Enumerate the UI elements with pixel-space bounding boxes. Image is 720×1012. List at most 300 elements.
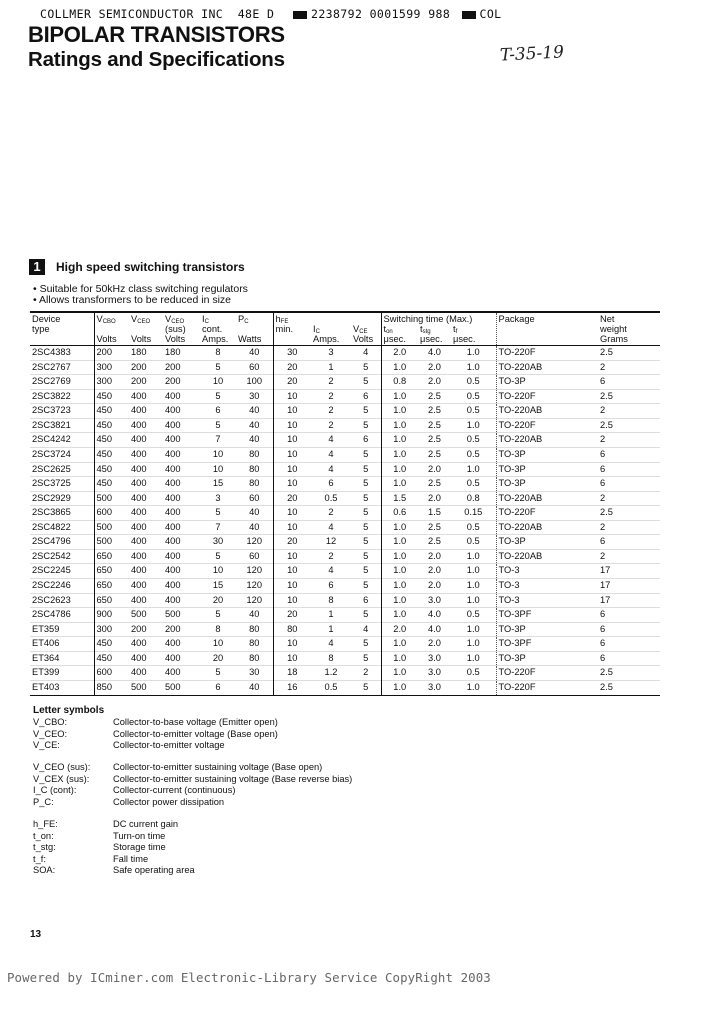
- cell-net-weight: 6: [600, 376, 606, 387]
- cell-hfe-min: 10: [287, 521, 298, 532]
- header-line: [238, 324, 271, 334]
- cell-pc: 30: [236, 666, 273, 681]
- cell-hfe-min: 10: [287, 565, 298, 576]
- letter-symbol-item: [33, 854, 148, 865]
- header-text: V: [353, 324, 360, 334]
- cell-net-weight: 2: [600, 550, 606, 561]
- header-unit: Volts: [96, 334, 117, 344]
- cell-tf: 0.5: [451, 375, 496, 390]
- cell-tstg: 2.5: [428, 521, 441, 532]
- cell-vcbo: 450: [96, 405, 113, 416]
- cell-hfe-min: 20: [287, 609, 298, 620]
- cell-vce: 5: [351, 608, 381, 623]
- cell-vceo-sus: 200: [165, 623, 181, 634]
- cell-tf: 0.5: [451, 433, 496, 448]
- header-text: Package: [498, 314, 535, 324]
- cell-ic-cont: 10: [212, 638, 224, 649]
- cell-vcbo: 200: [96, 347, 113, 357]
- cell-pc: 120: [236, 579, 273, 594]
- cell-ic: 1: [328, 623, 334, 634]
- cell-vceo-sus: 400: [165, 652, 181, 663]
- table-row: [30, 520, 660, 535]
- cell-net-weight: 6: [600, 448, 606, 459]
- cell-ic-cont: 10: [212, 376, 224, 387]
- cell-ton: 1.0: [393, 478, 407, 489]
- cell-tstg: 4.0: [428, 347, 441, 357]
- cell-vcbo: 600: [96, 507, 113, 518]
- cell-device-type: 2SC2769: [30, 375, 94, 390]
- cell-tf: 1.0: [451, 680, 496, 695]
- cell-ic: 4: [328, 638, 334, 649]
- cell-device-type: 2SC4242: [30, 433, 94, 448]
- cell-ic: 2: [328, 376, 334, 387]
- cell-net-weight: 17: [600, 594, 611, 605]
- cell-hfe-min: 20: [287, 492, 298, 503]
- cell-net-weight: 2: [600, 492, 606, 503]
- cell-ic: 0.5: [324, 492, 338, 503]
- cell-device-type: 2SC2767: [30, 360, 94, 375]
- cell-tf: 1.0: [451, 346, 496, 361]
- cell-package: TO-3P: [498, 652, 526, 663]
- cell-tstg: 2.0: [428, 376, 441, 387]
- cell-hfe-min: 16: [287, 681, 298, 692]
- cell-vce: 5: [351, 418, 381, 433]
- cell-ton: 1.0: [393, 361, 407, 372]
- symbol-description: Collector-to-emitter voltage: [113, 740, 225, 750]
- cell-vceo-sus: 400: [165, 667, 181, 678]
- cell-vceo-sus: 200: [165, 361, 181, 372]
- cell-hfe-min: 10: [287, 419, 298, 430]
- cell-vceo: 400: [131, 448, 147, 459]
- header-text: Switching time (Max.): [383, 314, 473, 324]
- cell-vcbo: 300: [96, 623, 113, 634]
- cell-hfe-min: 10: [287, 507, 298, 518]
- cell-tstg: 2.0: [428, 550, 441, 561]
- cell-pc: 120: [236, 564, 273, 579]
- cell-tstg: 2.5: [428, 536, 441, 547]
- header-unit: [32, 334, 92, 344]
- cell-vceo-sus: 400: [165, 521, 181, 532]
- cell-package: TO-3P: [498, 448, 526, 459]
- cell-pc: 40: [236, 520, 273, 535]
- cell-tf: 0.5: [451, 520, 496, 535]
- cell-vceo-sus: 400: [165, 550, 181, 561]
- cell-ic: 4: [328, 434, 334, 445]
- letter-symbol-item: [33, 740, 225, 751]
- cell-tf: 0.5: [451, 666, 496, 681]
- cell-net-weight: 6: [600, 609, 606, 620]
- table-row: [30, 346, 660, 361]
- header-text: t: [453, 324, 456, 334]
- header-unit: μsec.: [420, 334, 443, 344]
- header-text: V: [165, 314, 172, 324]
- cell-net-weight: 2.5: [600, 347, 613, 357]
- cell-package: TO-220F: [498, 347, 536, 357]
- cell-tstg: 3.0: [428, 594, 441, 605]
- cell-vceo: 400: [131, 405, 147, 416]
- symbol: h_FE:: [33, 819, 58, 829]
- symbol-description: Collector power dissipation: [113, 796, 225, 807]
- cell-device-type: 2SC3821: [30, 418, 94, 433]
- header-text: t: [383, 324, 387, 334]
- header-unit: [276, 334, 310, 344]
- cell-device-type: ET364: [30, 651, 94, 666]
- letter-symbol-item: [33, 785, 235, 796]
- cell-pc: 60: [236, 360, 273, 375]
- header-text: P: [238, 314, 245, 324]
- header-line: [600, 314, 658, 324]
- cell-vcbo: 650: [96, 580, 113, 590]
- cell-device-type: 2SC4822: [30, 520, 94, 535]
- cell-vcbo: 500: [96, 521, 113, 532]
- cell-vce: 5: [351, 680, 381, 695]
- cell-vce: 6: [351, 389, 381, 404]
- header-line: [499, 314, 597, 324]
- cell-hfe-min: 20: [287, 376, 298, 387]
- cell-net-weight: 2.5: [600, 667, 613, 678]
- cell-vce: 5: [351, 360, 381, 375]
- handwritten-note: T-35-19: [499, 42, 565, 66]
- header-line: [384, 324, 417, 334]
- cell-vcbo: 450: [96, 390, 113, 401]
- cell-ton: 1.5: [393, 492, 407, 503]
- table-row: [30, 608, 660, 623]
- cell-ic-cont: 20: [212, 652, 224, 663]
- cell-vceo-sus: 400: [165, 434, 181, 445]
- cell-device-type: 2SC2542: [30, 549, 94, 564]
- cell-tf: 1.0: [451, 564, 496, 579]
- cell-package: TO-220AB: [498, 550, 543, 561]
- cell-vceo: 180: [131, 347, 147, 357]
- cell-ton: 1.0: [393, 448, 407, 459]
- cell-hfe-min: 18: [287, 667, 298, 678]
- cell-ton: 1.0: [393, 565, 407, 576]
- cell-net-weight: 6: [600, 463, 606, 474]
- cell-ton: 1.0: [393, 638, 407, 649]
- cell-device-type: ET403: [30, 680, 94, 695]
- cell-ton: 1.0: [393, 652, 407, 663]
- table-row: [30, 418, 660, 433]
- cell-package: TO-220AB: [498, 521, 543, 532]
- symbol-description: Collector-to-emitter sustaining voltage (Base reverse bias): [113, 773, 353, 784]
- table-row: [30, 564, 660, 579]
- cell-ic: 4: [328, 448, 334, 459]
- symbol: P_C:: [33, 796, 54, 807]
- cell-tf: 1.0: [451, 593, 496, 608]
- symbol: V_CE:: [33, 740, 60, 750]
- cell-vcbo: 500: [96, 536, 113, 547]
- cell-vceo: 400: [131, 565, 147, 576]
- cell-hfe-min: 10: [287, 652, 298, 663]
- cell-device-type: 2SC4796: [30, 535, 94, 550]
- cell-pc: 80: [236, 651, 273, 666]
- cell-tstg: 1.5: [428, 507, 441, 518]
- cell-pc: 100: [236, 375, 273, 390]
- cell-vceo-sus: 400: [165, 463, 181, 474]
- cell-vce: 5: [351, 462, 381, 477]
- symbol-description: Collector-to-base voltage (Emitter open): [113, 717, 278, 727]
- cell-hfe-min: 10: [287, 594, 298, 605]
- cell-package: TO-3: [498, 580, 520, 590]
- cell-tstg: 2.5: [428, 419, 441, 430]
- header-text: min.: [275, 324, 294, 334]
- letter-symbol-item: [33, 831, 165, 842]
- cell-tstg: 2.0: [428, 565, 441, 576]
- header-subscript: C: [315, 329, 320, 335]
- cell-ic-cont: 20: [212, 594, 224, 605]
- table-row: [30, 491, 660, 506]
- header-ic: [311, 312, 351, 346]
- cell-tf: 0.5: [451, 608, 496, 623]
- cell-tstg: 2.5: [428, 448, 441, 459]
- symbol-description: Safe operating area: [113, 865, 195, 875]
- cell-hfe-min: 10: [287, 478, 298, 489]
- header-vce: [351, 312, 381, 346]
- cell-tf: 1.0: [451, 622, 496, 637]
- cell-vcbo: 450: [96, 478, 113, 489]
- letter-symbol-item: [33, 842, 166, 853]
- cell-ton: 1.0: [393, 594, 407, 605]
- header-line: [97, 324, 128, 334]
- cell-vcbo: 850: [96, 681, 113, 692]
- letter-symbol-item: [33, 865, 195, 876]
- cell-tf: 1.0: [451, 462, 496, 477]
- table-row: [30, 477, 660, 492]
- cell-package: TO-220F: [498, 681, 536, 692]
- cell-ton: 1.0: [393, 390, 407, 401]
- header-subscript: CEO: [137, 319, 151, 325]
- cell-tf: 0.5: [451, 404, 496, 419]
- cell-vce: 2: [351, 666, 381, 681]
- cell-device-type: 2SC4383: [30, 346, 94, 361]
- header-vcbo: [94, 312, 129, 346]
- cell-vceo-sus: 400: [165, 448, 181, 459]
- cell-vceo: 200: [131, 376, 147, 387]
- cell-vceo: 400: [131, 521, 147, 532]
- cell-ic-cont: 30: [212, 536, 224, 547]
- cell-tf: 0.15: [451, 506, 496, 521]
- header-unit: Amps.: [313, 334, 340, 344]
- cell-net-weight: 2: [600, 361, 606, 372]
- cell-vceo-sus: 400: [165, 536, 181, 547]
- cell-vcbo: 450: [96, 419, 113, 430]
- cell-vcbo: 450: [96, 638, 113, 649]
- cell-tstg: 2.0: [428, 580, 441, 590]
- cell-vcbo: 500: [96, 492, 113, 503]
- cell-ic: 1: [328, 361, 334, 372]
- cell-tstg: 2.5: [428, 434, 441, 445]
- cell-ic: 8: [328, 594, 334, 605]
- cell-ic-cont: 10: [212, 448, 224, 459]
- letter-symbols-title: Letter symbols: [33, 705, 105, 716]
- header-subscript: f: [455, 329, 458, 335]
- cell-pc: 40: [236, 506, 273, 521]
- cell-vce: 5: [351, 506, 381, 521]
- cell-package: TO-3P: [498, 536, 526, 547]
- symbol-description: Storage time: [113, 842, 166, 852]
- cell-ic-cont: 5: [215, 667, 221, 678]
- header-text: V: [131, 314, 138, 324]
- cell-ic-cont: 5: [215, 390, 221, 401]
- cell-vce: 5: [351, 651, 381, 666]
- cell-vceo: 500: [131, 681, 147, 692]
- header-line: [313, 324, 349, 334]
- cell-ic-cont: 7: [215, 434, 221, 445]
- black-mark-icon: [293, 11, 307, 19]
- symbol: t_stg:: [33, 842, 56, 852]
- cell-ic: 2: [328, 390, 334, 401]
- cell-vcbo: 450: [96, 463, 113, 474]
- cell-ton: 1.0: [393, 521, 407, 532]
- feature-bullet: • Suitable for 50kHz class switching regulators: [33, 283, 248, 295]
- header-net-weight: [598, 312, 660, 346]
- cell-tstg: 3.0: [428, 652, 441, 663]
- header-line: [202, 324, 234, 334]
- black-mark-icon: [462, 11, 476, 19]
- cell-device-type: 2SC3724: [30, 447, 94, 462]
- cell-hfe-min: 10: [287, 580, 298, 590]
- cell-pc: 30: [236, 389, 273, 404]
- cell-hfe-min: 10: [287, 390, 298, 401]
- cell-pc: 120: [236, 535, 273, 550]
- header-vceo: [129, 312, 163, 346]
- header-unit: Watts: [238, 334, 262, 344]
- cell-vceo-sus: 200: [165, 376, 181, 387]
- symbol: V_CEO (sus):: [33, 762, 91, 772]
- cell-package: TO-220AB: [498, 434, 543, 445]
- letter-symbol-item: [33, 774, 352, 785]
- cell-net-weight: 6: [600, 536, 606, 547]
- table-row: [30, 462, 660, 477]
- cell-vce: 6: [351, 433, 381, 448]
- cell-device-type: 2SC3865: [30, 506, 94, 521]
- cell-vceo: 400: [131, 594, 147, 605]
- table-row: [30, 651, 660, 666]
- cell-pc: 80: [236, 622, 273, 637]
- cell-device-type: ET399: [30, 666, 94, 681]
- cell-tstg: 4.0: [428, 609, 441, 620]
- cell-vceo: 500: [131, 609, 147, 620]
- cell-package: TO-220F: [498, 667, 536, 678]
- header-line: [420, 324, 449, 334]
- cell-vceo: 200: [131, 361, 147, 372]
- header-unit: [499, 334, 597, 344]
- table-row: [30, 506, 660, 521]
- cell-ton: 0.8: [393, 376, 407, 387]
- cell-tstg: 2.5: [428, 405, 441, 416]
- letter-symbol-item: [33, 717, 278, 728]
- cell-vce: 5: [351, 404, 381, 419]
- cell-vceo-sus: 500: [165, 609, 181, 620]
- table-row: [30, 622, 660, 637]
- cell-vceo-sus: 400: [165, 565, 181, 576]
- cell-net-weight: 6: [600, 478, 606, 489]
- cell-pc: 80: [236, 637, 273, 652]
- symbol: V_CEO:: [33, 728, 68, 739]
- scan-header-codes: 2238792 0001599 988: [311, 7, 451, 21]
- header-line: [165, 324, 198, 334]
- header-unit: Volts: [353, 334, 374, 344]
- header-unit: Grams: [600, 334, 628, 344]
- header-subscript: C: [204, 319, 209, 325]
- cell-net-weight: 6: [600, 623, 606, 634]
- cell-ic-cont: 15: [212, 580, 224, 590]
- cell-ic: 1.2: [324, 667, 338, 678]
- cell-pc: 40: [236, 346, 273, 361]
- cell-vce: 5: [351, 447, 381, 462]
- cell-package: TO-3PF: [498, 609, 532, 620]
- cell-vce: 4: [351, 622, 381, 637]
- header-line: [383, 314, 473, 324]
- header-pc: [236, 312, 273, 346]
- cell-net-weight: 2: [600, 405, 606, 416]
- cell-hfe-min: 80: [287, 623, 298, 634]
- cell-ic-cont: 5: [215, 361, 221, 372]
- header-package: [496, 312, 598, 346]
- cell-net-weight: 6: [600, 652, 606, 663]
- cell-vcbo: 650: [96, 565, 113, 576]
- table-row: [30, 447, 660, 462]
- cell-hfe-min: 10: [287, 638, 298, 649]
- header-line: [202, 314, 234, 324]
- cell-net-weight: 17: [600, 580, 611, 590]
- cell-vceo: 400: [131, 507, 147, 518]
- cell-ic: 6: [328, 478, 334, 489]
- cell-vce: 6: [351, 593, 381, 608]
- cell-pc: 40: [236, 404, 273, 419]
- cell-vceo: 400: [131, 478, 147, 489]
- header-unit: μsec.: [383, 334, 406, 344]
- header-text: t: [420, 324, 423, 334]
- cell-ic: 8: [328, 652, 334, 663]
- cell-package: TO-3: [498, 594, 520, 605]
- header-line: [97, 314, 128, 324]
- header-line: [353, 314, 379, 324]
- symbol-description: Fall time: [113, 853, 149, 864]
- cell-vce: 5: [351, 579, 381, 594]
- cell-hfe-min: 10: [287, 463, 298, 474]
- cell-vce: 5: [351, 477, 381, 492]
- cell-tstg: 2.0: [428, 638, 441, 649]
- table-row: [30, 579, 660, 594]
- cell-device-type: 2SC3822: [30, 389, 94, 404]
- cell-package: TO-220F: [498, 390, 536, 401]
- cell-pc: 80: [236, 447, 273, 462]
- cell-net-weight: 2.5: [600, 681, 613, 692]
- cell-package: TO-3P: [498, 463, 526, 474]
- header-device-type: [30, 312, 94, 346]
- symbol: I_C (cont):: [33, 785, 77, 795]
- cell-device-type: 2SC3723: [30, 404, 94, 419]
- symbol-description: Turn-on time: [113, 830, 166, 841]
- cell-ic-cont: 3: [215, 492, 221, 503]
- page-number: 13: [30, 929, 42, 940]
- cell-vceo-sus: 400: [165, 594, 181, 605]
- header-line: [453, 324, 494, 334]
- cell-tf: 1.0: [451, 418, 496, 433]
- cell-pc: 60: [236, 549, 273, 564]
- cell-device-type: 2SC2246: [30, 579, 94, 594]
- table-row: [30, 637, 660, 652]
- cell-tf: 0.5: [451, 477, 496, 492]
- cell-tstg: 2.5: [428, 390, 441, 401]
- symbol-description: Collector-to-emitter sustaining voltage (Base open): [113, 762, 323, 772]
- cell-vcbo: 300: [96, 361, 113, 372]
- cell-ic-cont: 10: [212, 565, 224, 576]
- cell-pc: 40: [236, 418, 273, 433]
- cell-ic: 2: [328, 507, 334, 518]
- header-line: [131, 314, 161, 324]
